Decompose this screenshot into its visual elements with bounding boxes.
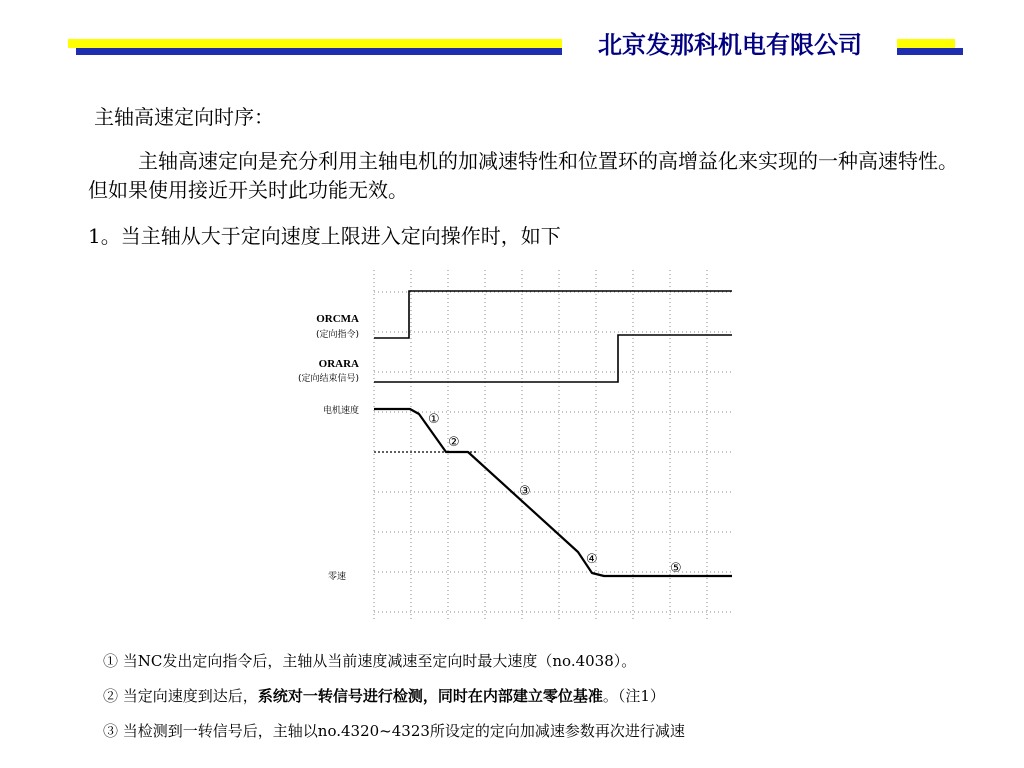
marker-1: ① [428, 412, 440, 427]
header-bar-yellow-left [68, 39, 562, 48]
marker-3: ③ [519, 484, 531, 499]
note-2-bold-text: 系统对一转信号进行检测，同时在内部建立零位基准 [257, 687, 603, 705]
marker-5: ⑤ [670, 561, 682, 576]
intro-paragraph: 主轴高速定向是充分利用主轴电机的加减速特性和位置环的高增益化来实现的一种高速特性。但如果使用接近开关时此功能无效。 [88, 149, 958, 202]
orcma-label: ORCMA [316, 313, 359, 325]
orara-desc: (定向结束信号) [297, 374, 359, 384]
note-3-marker: ③ [103, 722, 119, 740]
zero-speed-label: 零速 [327, 572, 346, 582]
company-name: 北京发那科机电有限公司 [598, 31, 862, 59]
note-2-marker: ② [103, 687, 119, 705]
orara-trace [374, 335, 732, 382]
note-1-marker: ① [103, 652, 119, 670]
note-3-text: 当检测到一转信号后，主轴以no.4320~4323所设定的定向加减速参数再次进行减速 [122, 722, 685, 740]
marker-2: ② [448, 435, 460, 450]
motor-speed-label: 电机速度 [322, 406, 359, 416]
note-1 [103, 651, 636, 671]
note-3 [103, 721, 685, 741]
marker-4: ④ [586, 552, 598, 567]
note-2-tail: 。（注1） [602, 687, 665, 705]
header-bar-blue-right [897, 48, 963, 55]
orcma-trace [374, 291, 732, 338]
section-title: 主轴高速定向时序： [94, 105, 274, 129]
orara-label: ORARA [318, 358, 359, 370]
note-2 [103, 686, 665, 706]
note-2-text: 当定向速度到达后， [122, 687, 258, 705]
orcma-desc: (定向指令) [315, 330, 359, 340]
header-bar-yellow-right [897, 39, 955, 48]
note-1-text: 当NC发出定向指令后，主轴从当前速度减速至定向时最大速度（no.4038）。 [122, 652, 637, 670]
timing-diagram [276, 270, 736, 622]
header-bar-blue-left [76, 48, 562, 55]
case-heading: 1。当主轴从大于定向速度上限进入定向操作时，如下 [88, 224, 561, 248]
